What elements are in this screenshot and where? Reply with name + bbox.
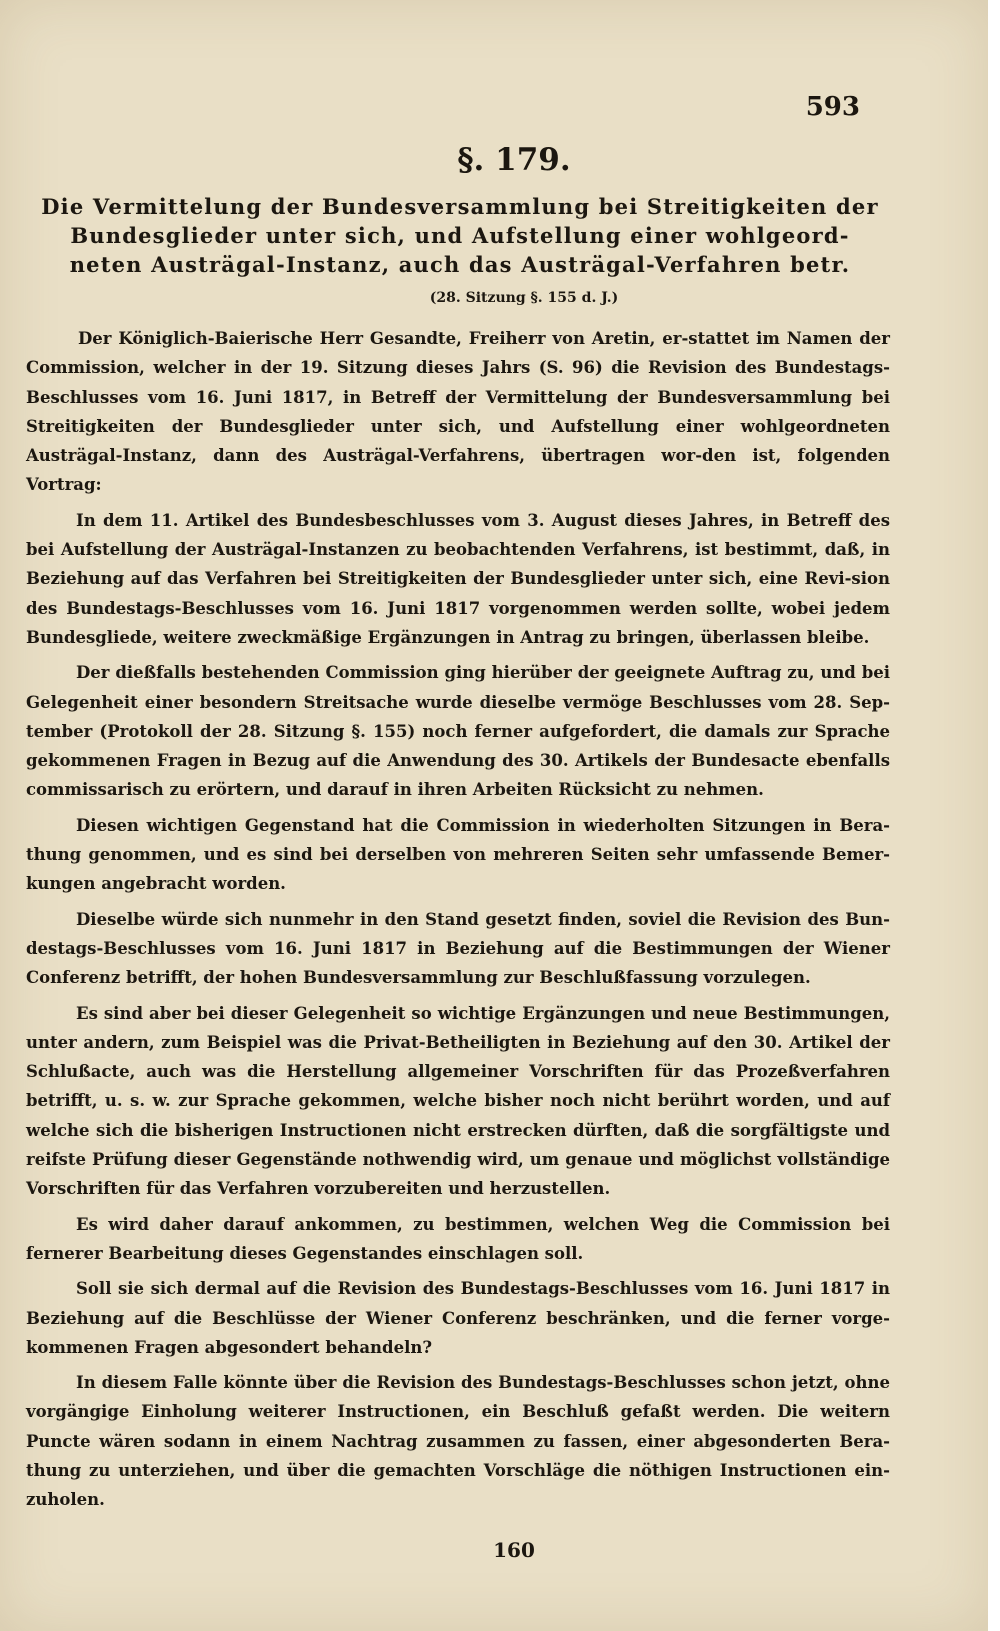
signature-mark: 160 [493, 1538, 535, 1562]
title-line: neten Austrägal-Instanz, auch das Austrägal-Verfahren betr. [69, 252, 851, 277]
paragraph: In dem 11. Artikel des Bundesbeschlusses vom 3. August dieses Jahres, in Betreff des bei Aufstellung der Austrägal-Instanzen zu beobachtenden Verfahrens, ist bestimmt, daß, in Beziehung auf das Verfahren bei Streitigkeiten der Bundesglieder unter sich, eine Revi-sion des Bundestags-Beschlusses vom 16. Juni 1817 vorgenommen werden sollte, wobei jedem Bundesgliede, weitere zweckmäßige Ergänzungen in Antrag zu bringen, überlassen bleibe. [26, 510, 890, 647]
title-line: Bundesglieder unter sich, und Aufstellung einer wohlgeord- [70, 223, 850, 248]
paragraph: In diesem Falle könnte über die Revision des Bundestags-Beschlusses schon jetzt, ohne vorgängige Einholung weiterer Instructionen, ein Beschluß gefaßt werden. Die weitern Puncte wären sodann in einem Nachtrag zusammen zu fassen, einer abgesonderten Bera-thung zu unterziehen, und über die gemachten Vorschläge die nöthigen Instructionen ein-zuholen. [26, 1373, 890, 1510]
paragraph: Soll sie sich dermal auf die Revision des Bundestags-Beschlusses vom 16. Juni 1817 in Beziehung auf die Beschlüsse der Wiener Conferenz beschränken, und die ferner vorge-kommenen Fragen abgesondert behandeln? [26, 1279, 890, 1357]
paragraph: Es sind aber bei dieser Gelegenheit so wichtige Ergänzungen und neue Bestimmungen, unter andern, zum Beispiel was die Privat-Betheiligten in Beziehung auf den 30. Artikel der Schlußacte, auch was die Herstellung allgemeiner Vorschriften für das Prozeßverfahren betrifft, u. s. w. zur Sprache gekommen, welche bisher noch nicht berührt worden, und auf welche sich die bisherigen Instructionen nicht erstrecken dürften, daß die sorgfältigste und reifste Prüfung dieser Gegenstände nothwendig wird, um genaue und möglichst vollständige Vorschriften für das Verfahren vorzubereiten und herzustellen. [26, 1003, 890, 1199]
paragraph: Dieselbe würde sich nunmehr in den Stand gesetzt finden, soviel die Revision des Bun-destags-Beschlusses vom 16. Juni 1817 in Beziehung auf die Bestimmungen der Wiener Conferenz betrifft, der hohen Bundesversammlung zur Beschlußfassung vorzulegen. [26, 909, 890, 988]
paragraph: Es wird daher darauf ankommen, zu bestimmen, welchen Weg die Commission bei fernerer Bearbeitung dieses Gegenstandes einschlagen soll. [26, 1214, 890, 1263]
page-number: 593 [805, 92, 860, 122]
paragraph: Der dießfalls bestehenden Commission ging hierüber der geeignete Auftrag zu, und bei Gelegenheit einer besondern Streitsache wurde dieselbe vermöge Beschlusses vom 28. Sep-tember (Protokoll der 28. Sitzung §. 155) noch ferner aufgefordert, die damals zur Sprache gekommenen Fragen in Bezug auf die Anwendung des 30. Artikels der Bundesacte ebenfalls commissarisch zu erörtern, und darauf in ihren Arbeiten Rücksicht zu nehmen. [26, 663, 890, 800]
paragraph: Diesen wichtigen Gegenstand hat die Commission in wiederholten Sitzungen in Bera-thung genommen, und es sind bei derselben von mehreren Seiten sehr umfassende Bemer-kungen angebracht worden. [26, 815, 890, 894]
session-reference: (28. Sitzung §. 155 d. J.) [429, 290, 619, 306]
paragraph: Der Königlich-Baierische Herr Gesandte, Freiherr von Aretin, er-stattet im Namen der Commission, welcher in der 19. Sitzung dieses Jahrs (S. 96) die Revision des Bundestags-Beschlusses vom 16. Juni 1817, in Betreff der Vermittelung der Bundesversammlung bei Streitigkeiten der Bundesglieder unter sich, und Aufstellung einer wohlgeordneten Austrägal-Instanz, dann des Austrägal-Verfahrens, übertragen wor-den ist, folgenden Vortrag: [26, 329, 890, 495]
section-number: §. 179. [457, 142, 571, 178]
title-line: Die Vermittelung der Bundesversammlung bei Streitigkeiten der [41, 194, 879, 219]
body-text [26, 324, 890, 1521]
section-title [28, 192, 892, 279]
